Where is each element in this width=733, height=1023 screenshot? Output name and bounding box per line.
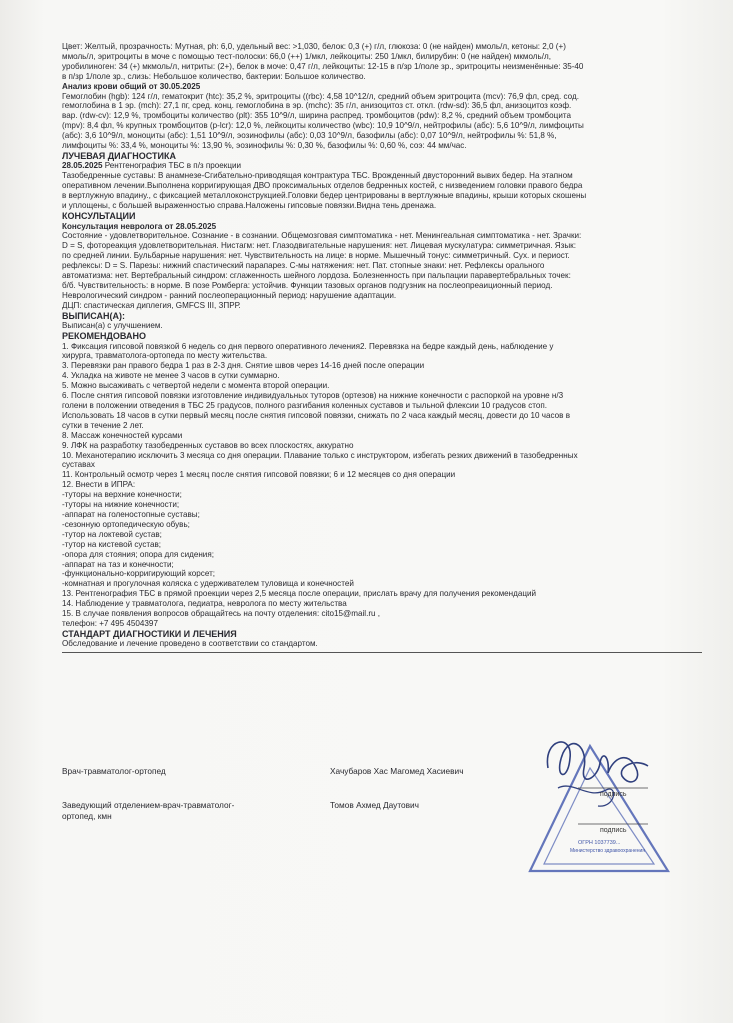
doctor-role: Врач-травматолог-ортопед [62,766,166,776]
recommendation-line: голени в положении отведения в ТБС 25 градусов, полного разгибания коленных суставов и тыльной флексии 10 градусов стоп. [62,401,548,410]
consultation-subtitle: Консультация невролога от 28.05.2025 [62,221,217,231]
urine-analysis-line: ммоль/л, эритроциты в моче с помощью тест-полоски: 66,0 (++) 1/мкл, лейкоциты: 250 1/мкл, билирубин: 0 (не найден) мкмоль/л, [62,51,551,61]
blood-analysis-line: гемоглобина в 1 эр. (mch): 27,1 пг, сред. конц. гемоглобина в эр. (mchc): 35 г/л, анизоцитоз ст. откл. (rdw-sd): 36,5 фл, анизоцитоз коэф. [62,101,572,111]
radiology-line: Тазобедренные суставы: В анамнезе-Сгибательно-приводящая контрактура ТБС. Врожденный двусторонний вывих бедер. На этапном [62,171,573,181]
consultations-section-title: КОНСУЛЬТАЦИИ [62,211,136,221]
blood-analysis-line: (абс): 3,6 10^9/л, моноциты (абс): 1,51 10^9/л, эозинофилы (абс): 0,03 10^9/л, базофилы (абс): 0,07 10^9/л, нейтрофилы %: 51,8 %, [62,131,557,141]
recommendation-line: -опора для стояния; опора для сидения; [62,549,214,559]
blood-analysis-line: вар. (rdw-cv): 12,9 %, тромбоциты количество (plt): 355 10^9/л, ширина распред. тромбоцитов (pdw): 8,2 %, средний объем тромбоцита [62,111,571,121]
recommendations-section-title: РЕКОМЕНДОВАНО [62,331,146,342]
recommendation-line: -сезонную ортопедическую обувь; [62,519,190,529]
blood-analysis-line: лимфоциты %: 33,4 %, моноциты %: 13,90 %, эозинофилы %: 0,30 %, базофилы %: 0,60 %, соэ: 44 мм/час. [62,141,467,151]
consultation-line: рефлексы: D = S. Парезы: нижний спастический парапарез. С-мы натяжения: нет. Пат. стопные знаки: нет. Рефлексы орального [62,261,545,271]
discharge-text: Выписан(а) с улучшением. [62,321,163,331]
head-role: Заведующий отделением-врач-травматолог-ортопед, кмн [62,800,235,821]
recommendation-line: -туторы на нижние конечности; [62,500,180,510]
recommendation-line: 11. Контрольный осмотр через 1 месяц после снятия гипсовой повязки; 6 и 12 месяцев со дня операции [62,470,456,480]
recommendation-line: 14. Наблюдение у травматолога, педиатра, невролога по месту жительства [62,599,347,609]
head-name: Томов Ахмед Даутович [330,800,420,810]
radiology-line: оперативном лечении.Выполнена корригирующая ДВО проксимальных отделов бедренных костей, с низведением головки правого бедра [62,181,583,191]
radiology-header [62,161,697,171]
consultation-line: по средней линии. Бульбарные нарушения: нет. Чувствительность на лице: в норме. Мышечный тонус: симметричный. Сух. и периост. [62,251,570,261]
recommendation-line: -комнатная и прогулочная коляска с удерживателем туловища и конечностей [62,579,354,589]
recommendation-line: Использовать 18 часов в сутки первый месяц после снятия гипсовой повязки, снижать по 2 часа каждый месяц, довести до 10 часов в [62,410,570,420]
urine-analysis-line: в п/зр 1/поле зр., слизь: Небольшое количество, бактерии: Большое количество. [62,71,366,81]
recommendation-line: 6. После снятия гипсовой повязки изготовление индивидуальных туторов (ортезов) на нижние конечности с распоркой на уровне н/3 [62,391,564,401]
recommendation-line: 4. Укладка на животе не менее 3 часов в сутки суммарно. [62,371,280,381]
consultation-line: D = S, фотореакция удовлетворительная. Нистагм: нет. Глазодвигательные нарушения: нет. Лицевая мускулатура: симметричная. Язык: [62,241,576,251]
signature-scribble [547,742,648,782]
radiology-name: Рентгенография ТБС в п/з проекции [102,161,242,171]
blood-analysis-line: Гемоглобин (hgb): 124 г/л, гематокрит (htc): 35,2 %, эритроциты ((rbc): 4,58 10^12/л, средний объем эритроцита (mcv): 76,9 фл, сред. сод. [62,91,579,101]
recommendations-list [62,342,697,629]
urine-analysis-line: уробилиноген: 34 (+) мкмоль/л, нитриты: (2+), белок в моче: 0,47 г/л, лейкоциты: 12-15 в п/зр 1/поле зр., эритроциты неизменённые: 35-40 [62,61,584,71]
consultation-line: автоматизма: нет. Вертебральный синдром: сглаженность шейного лордоза. Болезненность при пальпации паравертебральных точек: [62,271,571,281]
blood-analysis-line: (mpv): 8,4 фл, % крупных тромбоцитов (p-lcr): 12,0 %, лейкоциты количество (wbc): 10,9 10^9/л, нейтрофилы (абс): 5,6 10^9/л, лимфоциты [62,121,584,131]
radiology-line: в вертлужную впадину., с фиксацией металлоконструкцией.Головки бедер центрированы в вертлужные впадины, крыши которых скошены [62,191,587,201]
consultation-line: Состояние - удовлетворительное. Сознание - в сознании. Общемозговая симптоматика - нет. Менингеальная симптоматика - нет. Зрачки: [62,231,582,241]
doctor-name: Хачубаров Хас Магомед Хасиевич [330,766,464,776]
consultation-line: б/б. Чувствительность: в норме. В позе Ромберга: устойчив. Функции тазовых органов подгузник на послеопреаиционный период. [62,280,553,290]
urine-analysis-line: Цвет: Желтый, прозрачность: Мутная, ph: 6,0, удельный вес: >1,030, белок: 0,3 (+) г/л, глюкоза: 0 (не найден) ммоль/л, кетоны: 2,0 (+) [62,42,566,51]
recommendation-line: 1. Фиксация гипсовой повязкой 6 недель со дня первого оперативного лечения2. Перевязка на бедре каждый день, наблюдение у [62,341,554,351]
blood-analysis-title: Анализ крови общий от 30.05.2025 [62,81,201,91]
recommendation-line: 12. Внести в ИПРА: [62,480,136,490]
recommendation-line: хирурга, травматолога-ортопеда по месту жительства. [62,351,268,361]
consultation-line: Неврологический синдром - ранний послеоперационный период: нарушение адаптации. [62,290,397,300]
standard-text: Обследование и лечение проведено в соответствии со стандартом. [62,639,318,649]
divider [62,652,702,653]
recommendation-line: 8. Массаж конечностей курсами [62,430,183,440]
recommendation-line: -тутор на кистевой сустав; [62,539,162,549]
recommendation-line: -функционально-корригирующий корсет; [62,569,216,579]
recommendation-line: -туторы на верхние конечности; [62,490,182,500]
stamp-text: Министерство здравоохранения [570,848,645,854]
recommendation-line: сутки в течение 2 лет. [62,420,144,430]
consultation-line: ДЦП: спастическая диплегия, GMFCS III, ЗПРР. [62,300,241,310]
recommendation-line: -аппарат на таз и конечности; [62,559,174,569]
signature-caption: подпись [600,791,627,798]
recommendation-line: суставах [62,460,95,470]
recommendation-line: 13. Рентгенография ТБС в прямой проекции через 2,5 месяца после операции, прислать врачу для получения рекомендаций [62,589,537,599]
signature-caption: подпись [600,827,627,834]
recommendation-line: 3. Перевязки ран правого бедра 1 раз в 2-3 дня. Снятие швов через 14-16 дней после операции [62,361,425,371]
standard-section-title: СТАНДАРТ ДИАГНОСТИКИ И ЛЕЧЕНИЯ [62,628,237,639]
seal-stamp [518,728,678,878]
radiology-line: и уплощены, с большей выраженностью справа.Наложены гипсовые повязки.Видна тень дренажа. [62,201,437,211]
stamp-text: ОГРН 1037739... [578,840,621,846]
recommendation-line: 10. Механотерапию исключить 3 месяца со дня операции. Плавание только с инструктором, избегать резких движений в тазобедренных [62,450,578,460]
recommendation-line: -тутор на локтевой сустав; [62,529,162,539]
radiology-date: 28.05.2025 [62,161,103,171]
document-body [62,42,697,653]
recommendation-line: 5. Можно высаживать с четвертой недели с момента второй операции. [62,381,330,391]
recommendation-line: телефон: +7 495 4504397 [62,618,158,628]
discharge-section-title: ВЫПИСАН(А): [62,310,126,321]
radiology-section-title: ЛУЧЕВАЯ ДИАГНОСТИКА [62,150,176,161]
recommendation-line: 9. ЛФК на разработку тазобедренных суставов во всех плоскостях, аккуратно [62,440,354,450]
recommendation-line: -аппарат на голеностопные суставы; [62,509,200,519]
recommendation-line: 15. В случае появления вопросов обращайтесь на почту отделения: cito15@mail.ru , [62,609,381,619]
